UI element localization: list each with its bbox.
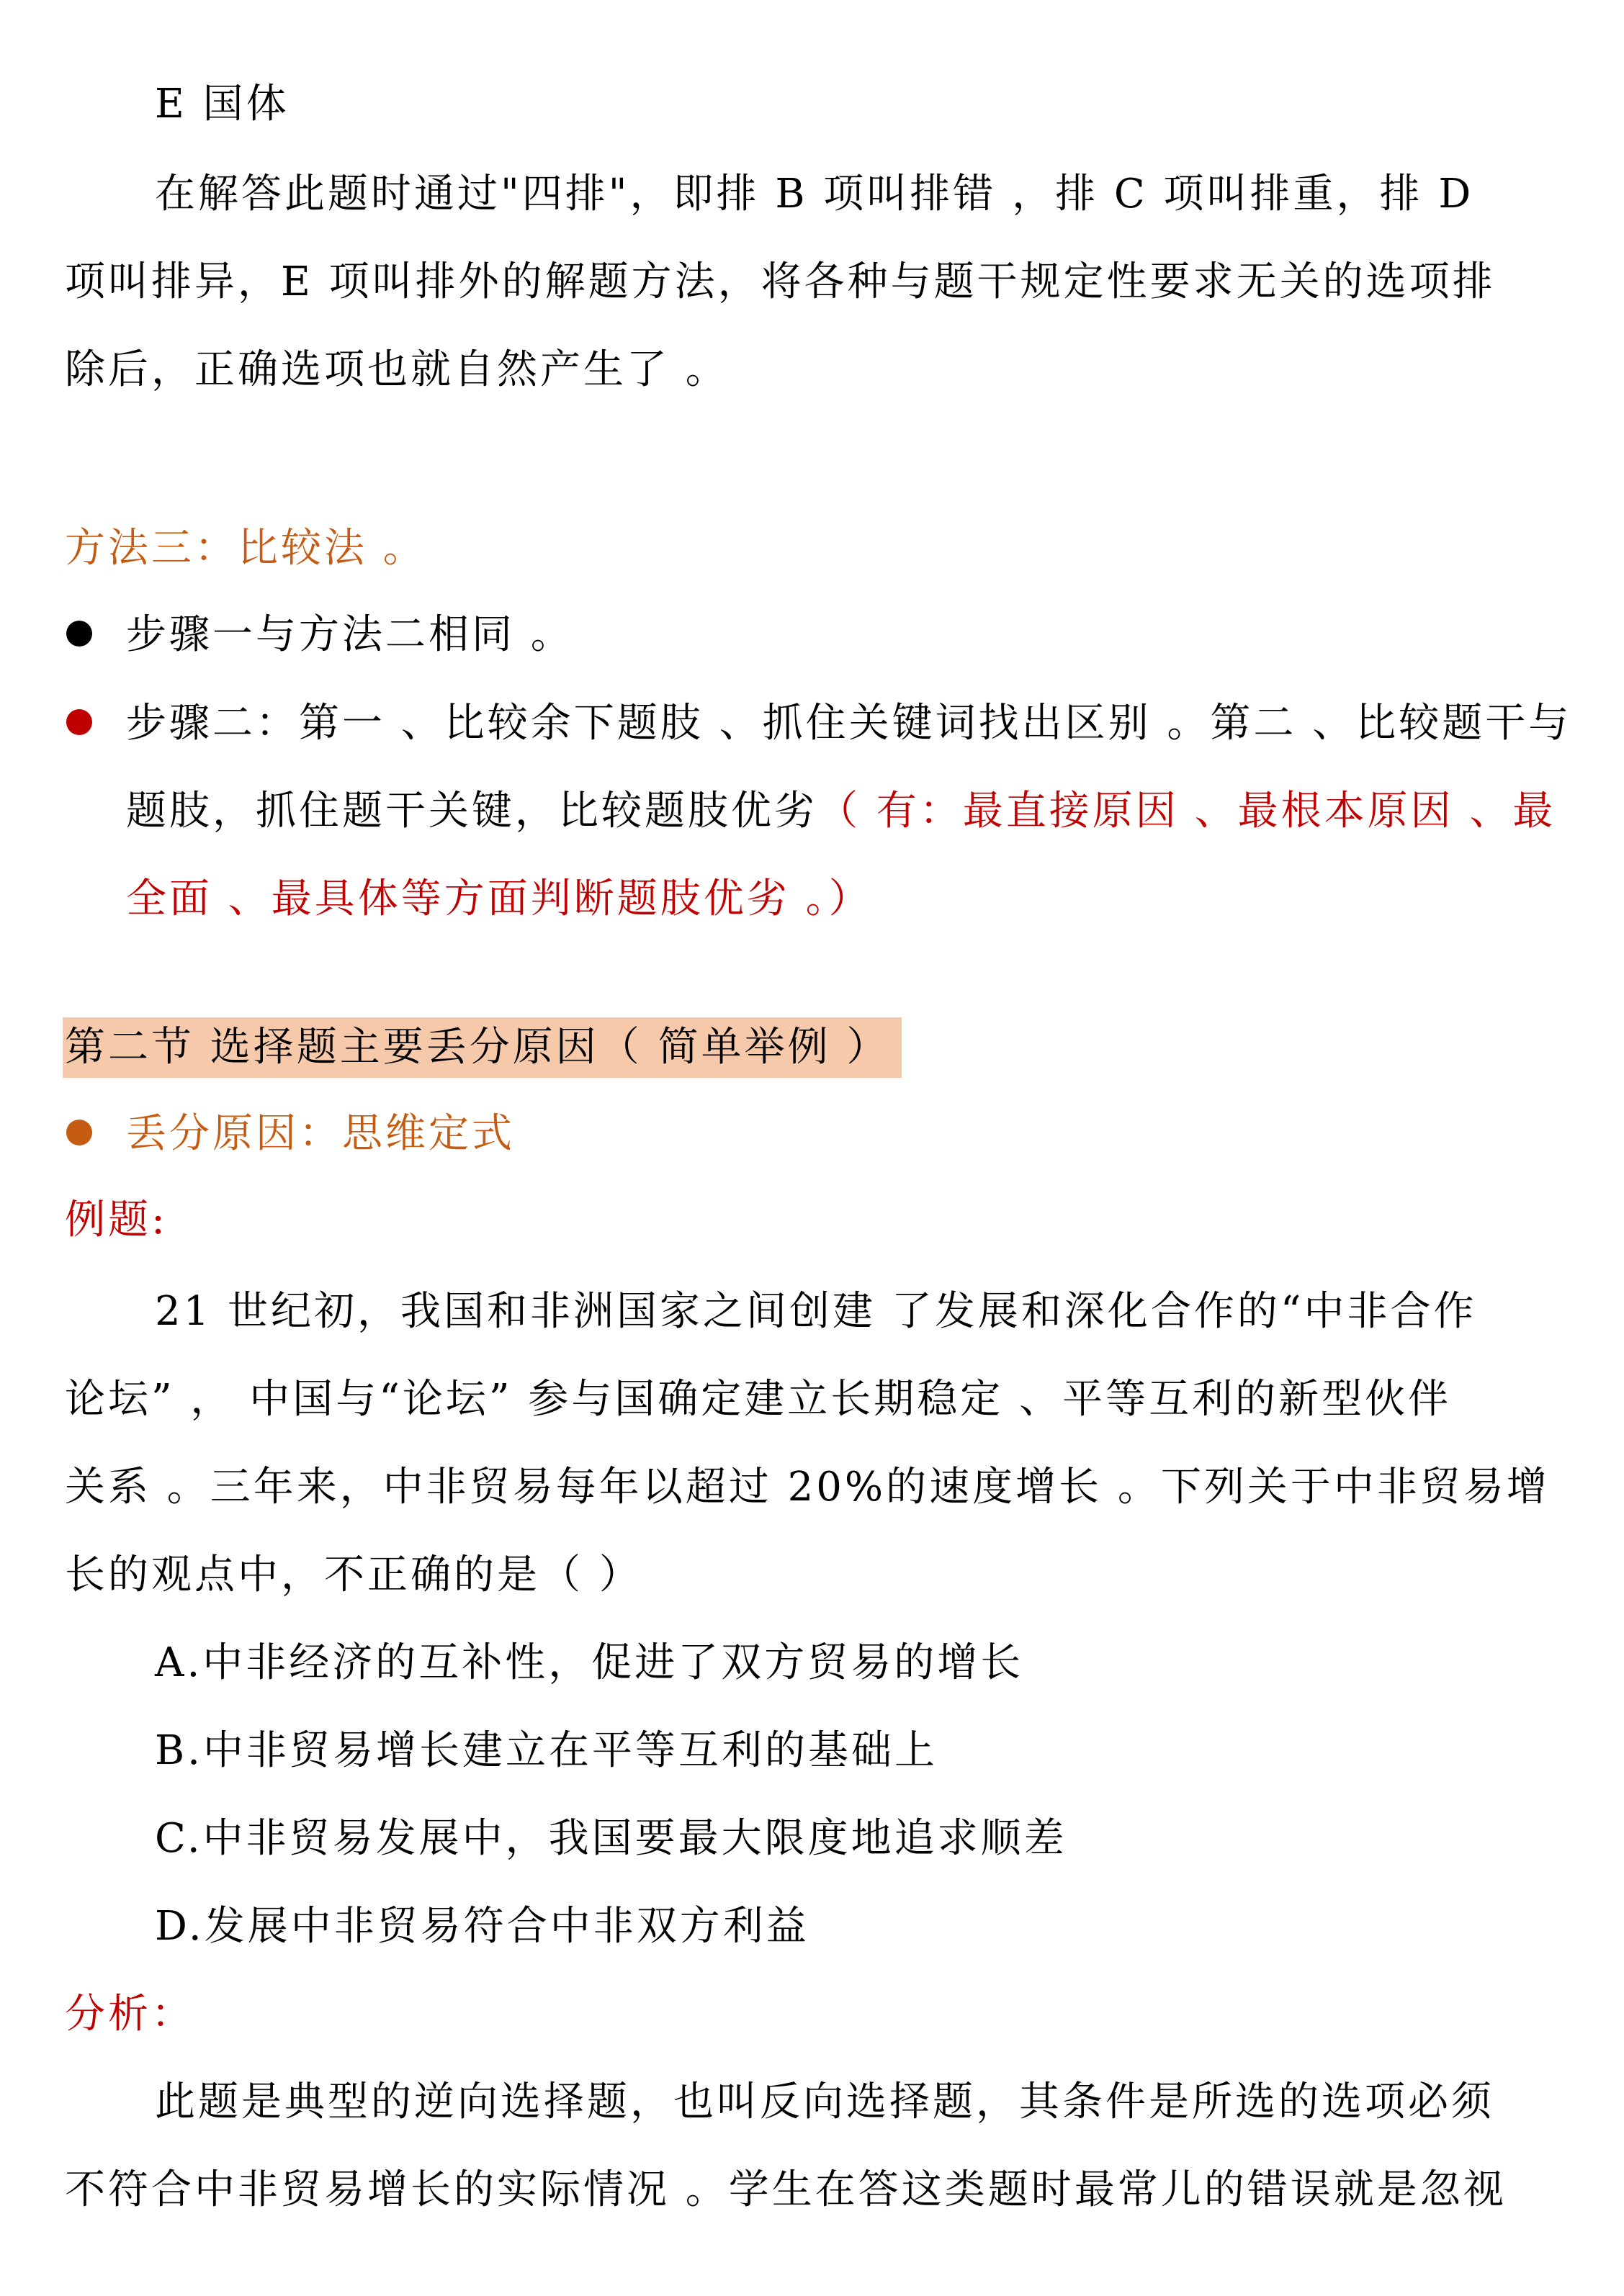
step-one-text: 步骤一与方法二相同 。 [126, 611, 574, 658]
analysis-label: 分析： [65, 1991, 194, 2038]
question-line: 21 世纪初，我国和非洲国家之间创建 了发展和深化合作的“中非合作 [155, 1288, 1477, 1335]
method-three-heading: 方法三：比较法 。 [65, 525, 426, 572]
question-line: 论坛” ， 中国与“论坛” 参与国确定建立长期稳定 、平等互利的新型伙伴 [65, 1376, 1452, 1423]
question-line: 关系 。三年来，中非贸易每年以超过 20%的速度增长 。下列关于中非贸易增 [65, 1464, 1550, 1511]
option-b: B.中非贸易增长建立在平等互利的基础上 [155, 1727, 938, 1774]
paragraph-line: 除后，正确选项也就自然产生了 。 [65, 346, 729, 393]
paragraph-line: 项叫排异，E 项叫排外的解题方法，将各种与题干规定性要求无关的选项排 [65, 258, 1496, 305]
bullet-icon [66, 621, 92, 647]
bullet-icon [66, 709, 92, 735]
option-c: C.中非贸易发展中，我国要最大限度地追求顺差 [155, 1815, 1067, 1862]
paragraph-line: 在解答此题时通过"四排"，即排 B 项叫排错 ，排 C 项叫排重，排 D [155, 171, 1474, 217]
step-two-line [126, 783, 1624, 840]
example-label: 例题: [65, 1197, 168, 1243]
option-e-text: E 国体 [155, 81, 290, 127]
analysis-line: 此题是典型的逆向选择题，也叫反向选择题，其条件是所选的选项必须 [155, 2079, 1494, 2125]
bullet-icon [66, 1120, 92, 1145]
section-two-heading: 第二节 选择题主要丢分原因（ 简单举例 ） [65, 1024, 890, 1071]
step-two-emphasis: 全面 、最具体等方面判断题肢优劣 。） [126, 875, 872, 922]
question-line: 长的观点中，不正确的是（ ） [65, 1552, 642, 1598]
step-two-text: 题肢，抓住题干关键，比较题肢优劣 [126, 788, 817, 834]
step-two-line: 步骤二：第一 、比较余下题肢 、抓住关键词找出区别 。第二 、比较题干与 [126, 700, 1572, 747]
option-a: A.中非经济的互补性，促进了双方贸易的增长 [155, 1639, 1024, 1686]
option-d: D.发展中非贸易符合中非双方利益 [155, 1903, 809, 1950]
analysis-line: 不符合中非贸易增长的实际情况 。学生在答这类题时最常儿的错误就是忽视 [65, 2166, 1507, 2213]
cause-text: 丢分原因：思维定式 [126, 1110, 515, 1157]
step-two-emphasis: （ 有：最直接原因 、最根本原因 、最 [817, 788, 1556, 834]
